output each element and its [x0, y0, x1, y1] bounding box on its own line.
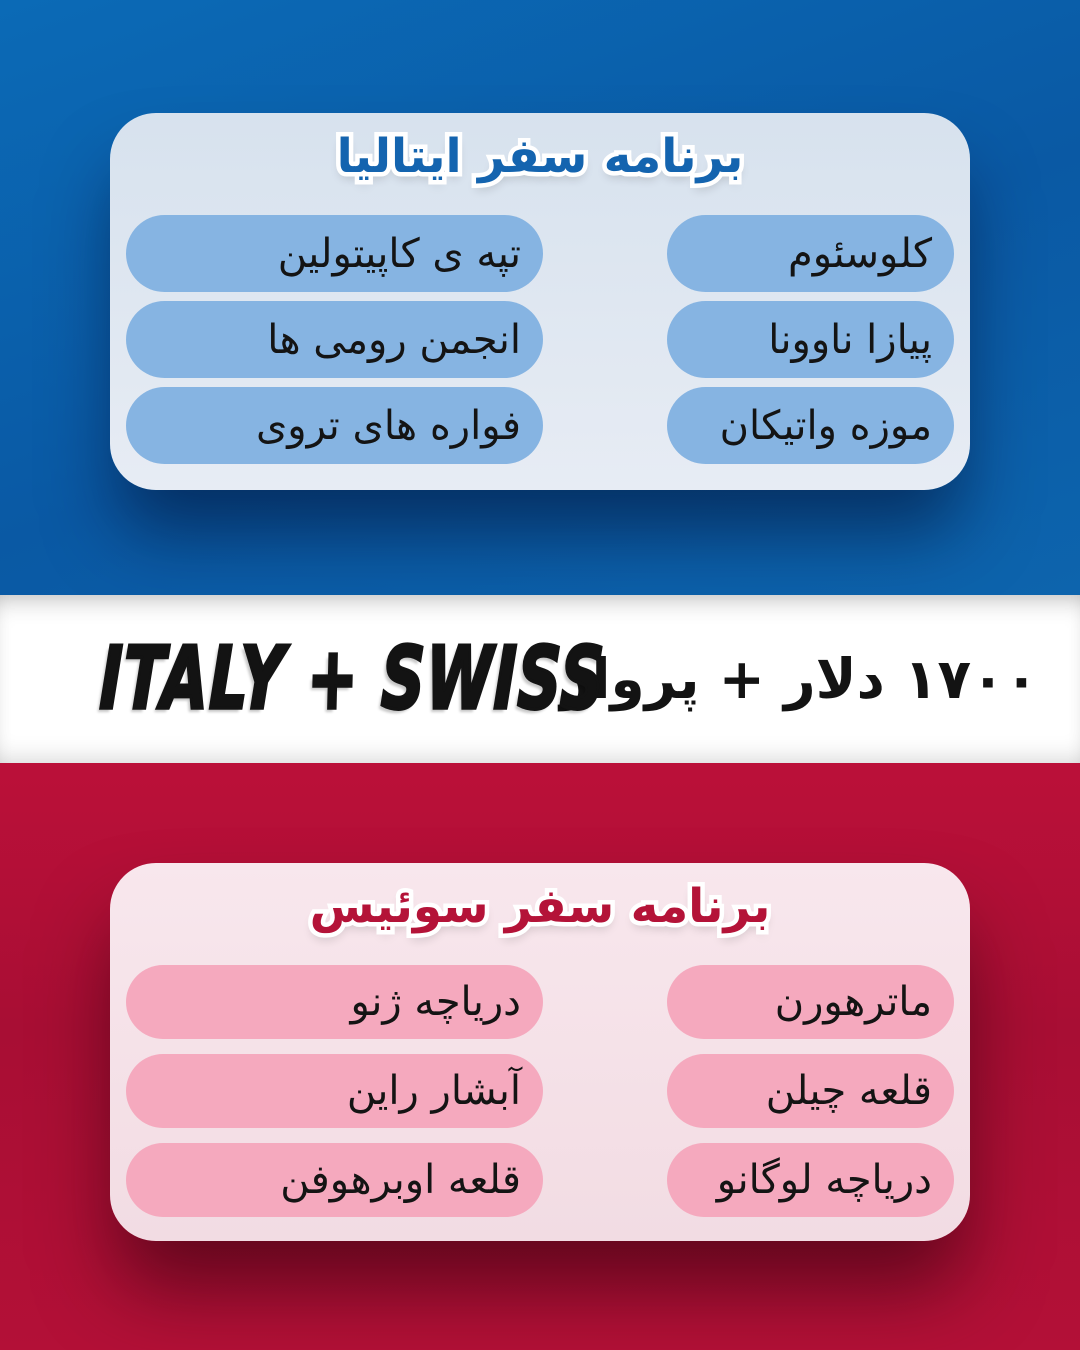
swiss-card-title: برنامه سفر سوئیس برنامه سفر سوئیس: [126, 877, 954, 937]
brand-title: ITALY + SWISS: [98, 629, 607, 729]
italy-card-title: برنامه سفر ایتالیا برنامه سفر ایتالیا: [126, 127, 954, 187]
pill-chillon-castle: قلعه چیلن: [667, 1054, 954, 1128]
italy-itinerary-card: [110, 113, 970, 490]
itinerary-row: [126, 215, 954, 292]
pill-trevi-fountains: فواره های تروی: [126, 387, 543, 464]
pill-oberhofen-castle: قلعه اوبرهوفن: [126, 1143, 543, 1217]
itinerary-row: [126, 1054, 954, 1128]
pill-colosseum: کلوسئوم: [667, 215, 954, 292]
pill-roman-forum: انجمن رومی ها: [126, 301, 543, 378]
brand-title-box: [98, 629, 607, 729]
pill-lake-lugano: دریاچه لوگانو: [667, 1143, 954, 1217]
itinerary-row: [126, 387, 954, 464]
pill-lake-geneva: دریاچه ژنو: [126, 965, 543, 1039]
italy-pill-list: [126, 215, 954, 464]
italy-section: [0, 0, 1080, 595]
itinerary-row: [126, 1143, 954, 1217]
price-band: [0, 595, 1080, 763]
pill-rhine-falls: آبشار راین: [126, 1054, 543, 1128]
pill-piazza-navona: پیازا ناوونا: [667, 301, 954, 378]
pill-vatican-museum: موزه واتیکان: [667, 387, 954, 464]
pill-matterhorn: ماترهورن: [667, 965, 954, 1039]
swiss-pill-list: [126, 965, 954, 1217]
price-text: ۱۷۰۰ دلار + پرواز: [560, 647, 1039, 711]
swiss-section: [0, 763, 1080, 1350]
itinerary-row: [126, 301, 954, 378]
pill-capitoline-hill: تپه ی کاپیتولین: [126, 215, 543, 292]
swiss-itinerary-card: [110, 863, 970, 1241]
itinerary-row: [126, 965, 954, 1039]
